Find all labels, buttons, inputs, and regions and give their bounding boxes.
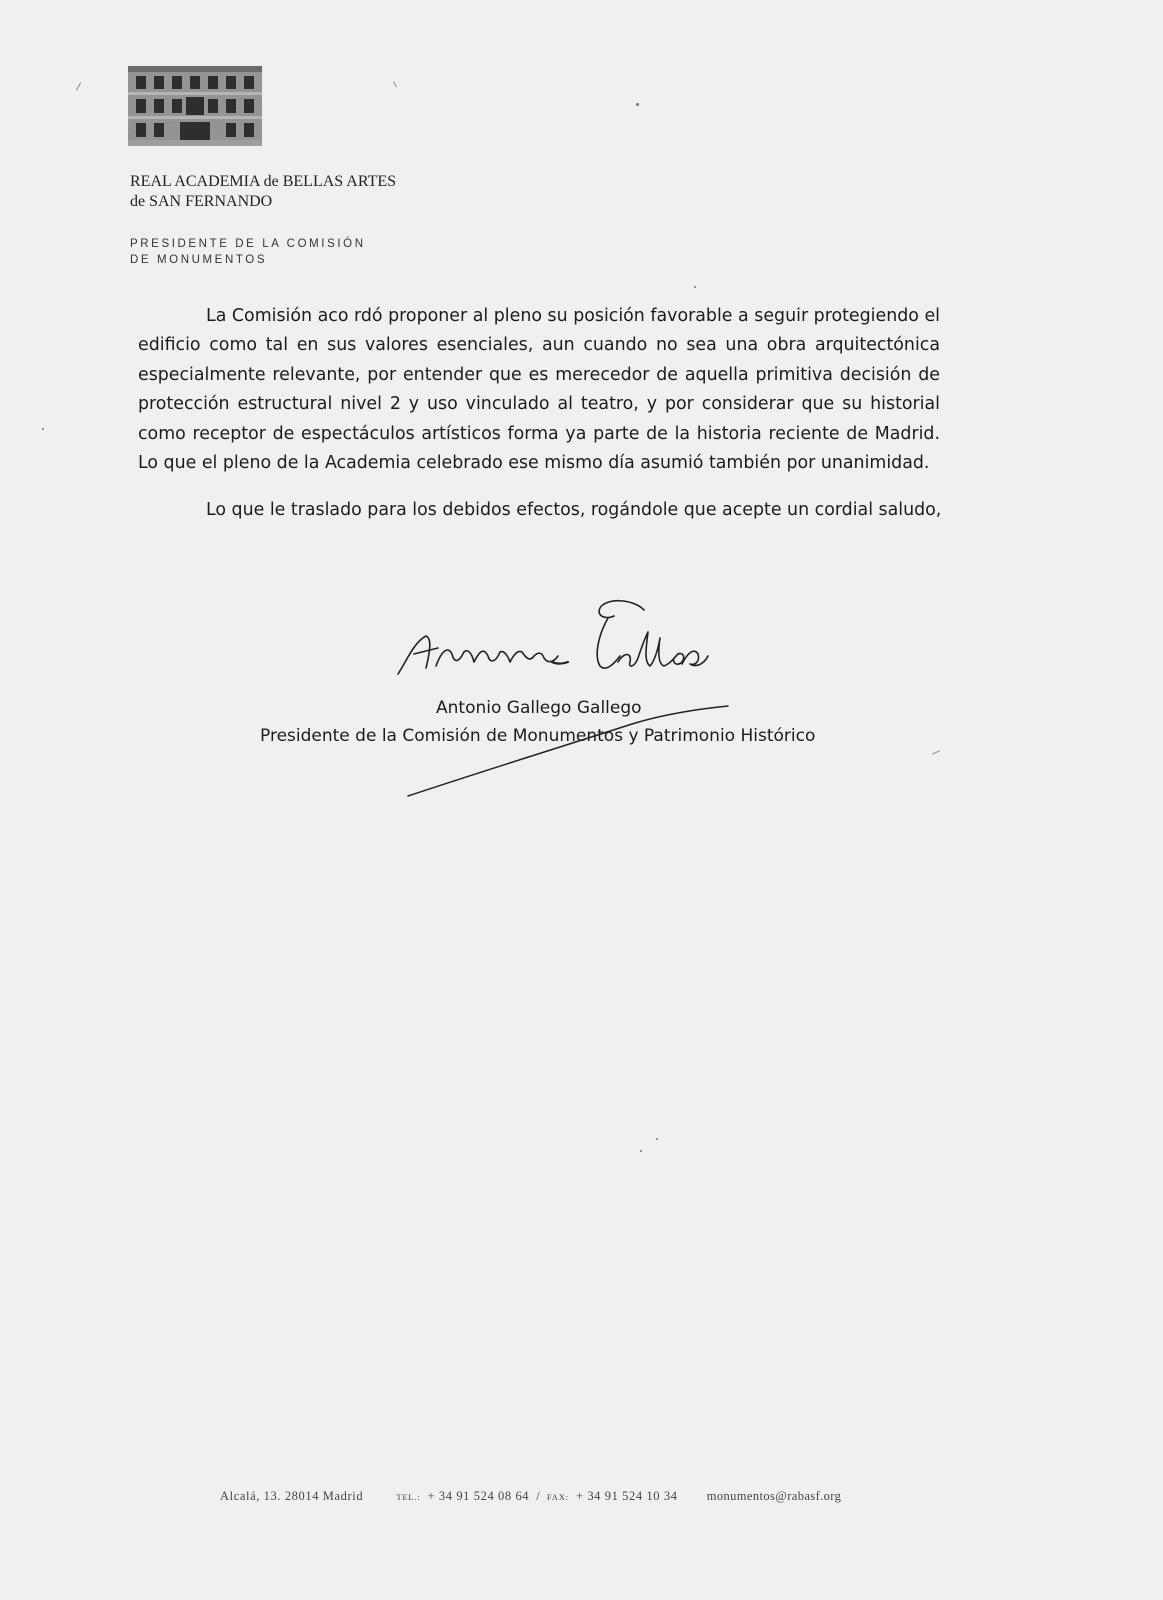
letterhead-footer <box>220 1488 841 1505</box>
footer-tel-label: TEL.: <box>396 1492 421 1502</box>
footer-separator: / <box>536 1489 540 1503</box>
footer-email: monumentos@rabasf.org <box>706 1489 842 1503</box>
institution-name <box>130 172 396 212</box>
scan-speck <box>640 1150 642 1152</box>
scan-speck <box>656 1138 658 1140</box>
footer-tel: + 34 91 524 08 64 <box>427 1489 530 1503</box>
scan-mark <box>932 750 940 754</box>
body-paragraph: La Comisión aco rdó proponer al pleno su posición favorable a seguir protegiendo el edificio como tal en sus valores esenciales, aun cuando no sea una obra arquitectónica especialmente relevante, por entender que es merecedor de aquella primitiva decisión de protección estructural nivel 2 y uso vinculado al teatro, y por considerar que su historial como receptor de espectáculos artísticos forma ya parte de la historia reciente de Madrid. Lo que el pleno de la Academia celebrado ese mismo día asumió también por unanimidad. <box>138 306 940 474</box>
scan-speck <box>694 286 696 288</box>
signer-title: Presidente de la Comisión de Monumentos y Patrimonio Histórico <box>260 726 816 746</box>
department-heading <box>130 236 366 268</box>
academy-logo <box>128 66 262 146</box>
scan-mark <box>393 82 397 88</box>
department-line2: DE MONUMENTOS <box>130 254 268 266</box>
institution-name-line1: REAL ACADEMIA de BELLAS ARTES <box>130 173 397 190</box>
institution-name-line2: de SAN FERNANDO <box>130 193 273 210</box>
footer-fax: + 34 91 524 10 34 <box>575 1489 678 1503</box>
scan-speck <box>636 103 639 106</box>
department-line1: PRESIDENTE DE LA COMISIÓN <box>130 238 366 250</box>
handwritten-signature <box>392 592 722 692</box>
closing-line: Lo que le traslado para los debidos efectos, rogándole que acepte un cordial saludo, <box>206 500 942 520</box>
scan-mark <box>76 82 81 90</box>
signer-name: Antonio Gallego Gallego <box>436 698 642 718</box>
footer-fax-label: FAX: <box>546 1492 569 1502</box>
letter-body <box>138 302 940 478</box>
scan-speck <box>42 428 44 430</box>
footer-address: Alcalá, 13. 28014 Madrid <box>220 1489 364 1503</box>
